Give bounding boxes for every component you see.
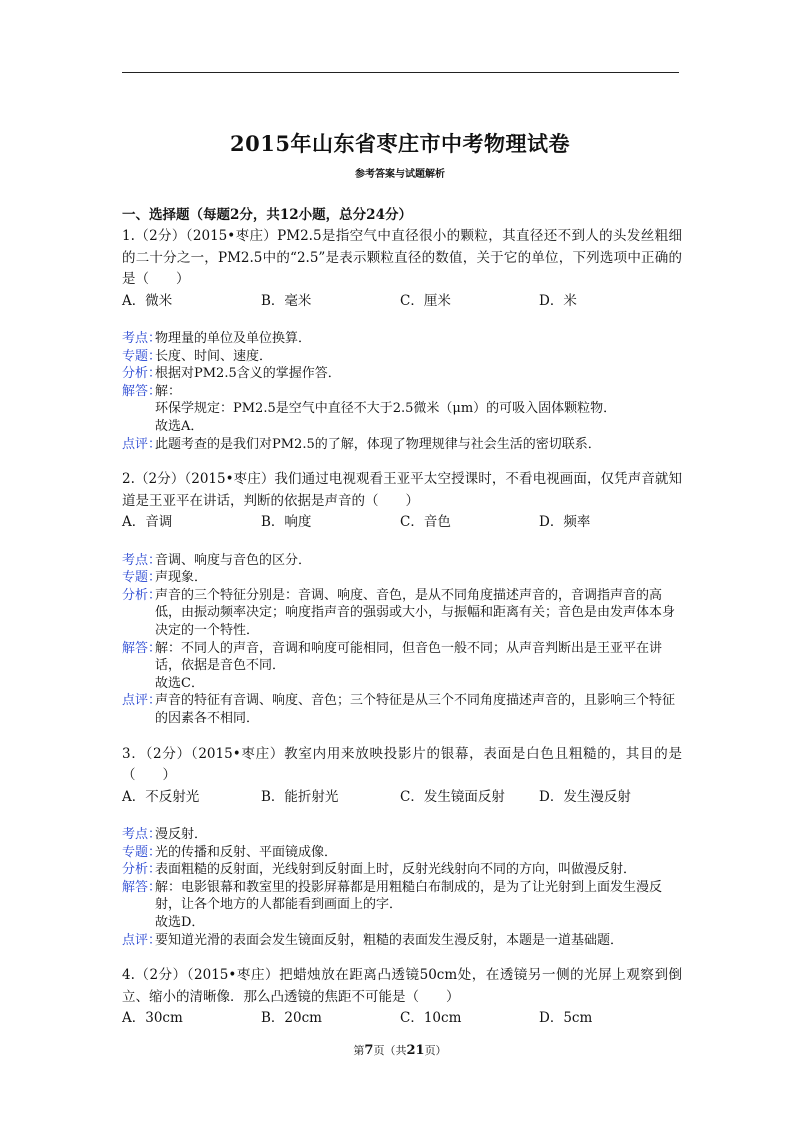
page-title: 2015年山东省枣庄市中考物理试卷 xyxy=(230,131,570,156)
question-1 xyxy=(122,226,682,453)
analysis-kaodian xyxy=(122,826,682,844)
option-a: A．30cm xyxy=(122,1010,183,1027)
analysis-dianping xyxy=(122,692,682,727)
dianping-text: 声音的特征有音调、响度、音色；三个特征是从三个不同角度描述声音的，且影响三个特征的因素各不相同． xyxy=(155,693,676,726)
header-rule xyxy=(122,72,679,73)
option-b: B．能折射光 xyxy=(261,788,339,805)
option-a: A．不反射光 xyxy=(122,788,200,805)
option-c: C．发生镜面反射 xyxy=(400,788,505,805)
question-stem: 1.（2分）（2015•枣庄）PM2.5是指空气中直径很小的颗粒，其直径还不到人的头发丝粗细的二十分之一，PM2.5中的“2.5”是表示颗粒直径的数值，关于它的单位，下列选项中正确的是（ ） xyxy=(122,228,682,287)
options-row xyxy=(122,291,682,313)
fenxi-label: 分析： xyxy=(122,862,162,878)
jieda-label: 解答： xyxy=(122,640,162,656)
fenxi-label: 分析： xyxy=(122,366,162,382)
analysis-zhuanti xyxy=(122,844,682,862)
analysis-block xyxy=(122,552,682,728)
question-2 xyxy=(122,469,682,727)
analysis-dianping xyxy=(122,436,682,454)
kaodian-label: 考点： xyxy=(122,827,162,843)
analysis-kaodian xyxy=(122,552,682,570)
analysis-dianping xyxy=(122,932,682,950)
footer-page-number: 7 xyxy=(364,1043,374,1058)
zhuanti-text: 长度、时间、速度． xyxy=(155,348,273,364)
jieda-label: 解答： xyxy=(122,879,162,895)
page-footer xyxy=(0,1042,800,1058)
kaodian-label: 考点： xyxy=(122,331,162,346)
option-b: B．20cm xyxy=(261,1010,322,1027)
footer-suffix: 页） xyxy=(424,1044,447,1057)
question-stem: 4.（2分）（2015•枣庄）把蜡烛放在距离凸透镜50cm处，在透镜另一侧的光屏上观察到倒立、缩小的清晰像．那么凸透镜的焦距不可能是（ ） xyxy=(122,967,682,1005)
analysis-kaodian xyxy=(122,330,682,348)
footer-mid: 页（共 xyxy=(373,1044,407,1057)
option-c: C．10cm xyxy=(400,1010,462,1027)
jieda-line: 解：电影银幕和教室里的投影屏幕都是用粗糙白布制成的，是为了让光射到上面发生漫反射，让各个地方的人都能看到画面上的字． xyxy=(155,879,663,913)
options-row xyxy=(122,787,682,809)
option-d: D．频率 xyxy=(539,514,591,531)
options-row xyxy=(122,1008,682,1030)
option-b: B．毫米 xyxy=(261,292,312,309)
kaodian-label: 考点： xyxy=(122,552,162,568)
jieda-label: 解答： xyxy=(122,383,162,399)
question-stem: 2.（2分）（2015•枣庄）我们通过电视观看王亚平太空授课时，不看电视画面，仅凭声音就知道是王亚平在讲话，判断的依据是声音的（ ） xyxy=(122,471,682,509)
dianping-text: 此题考查的是我们对PM2.5的了解，体现了物理规律与社会生活的密切联系． xyxy=(155,436,601,452)
kaodian-text: 漫反射． xyxy=(155,827,208,843)
zhuanti-label: 专题： xyxy=(122,844,162,860)
analysis-zhuanti xyxy=(122,569,682,587)
footer-total-pages: 21 xyxy=(406,1043,425,1058)
jieda-line: 环保学规定：PM2.5是空气中直径不大于2.5微米（μm）的可吸入固体颗粒物． xyxy=(155,401,617,417)
jieda-line: 故选D． xyxy=(155,915,205,931)
analysis-block xyxy=(122,826,682,949)
questions-area xyxy=(122,226,682,1046)
question-stem: 3．（2分）（2015•枣庄）教室内用来放映投影片的银幕，表面是白色且粗糙的，其目的是（ ） xyxy=(122,745,682,784)
zhuanti-text: 光的传播和反射、平面镜成像． xyxy=(155,844,338,860)
zhuanti-text: 声现象． xyxy=(155,570,208,586)
option-c: C．音色 xyxy=(400,514,451,531)
jieda-line: 故选A． xyxy=(155,418,204,434)
page-subtitle: 参考答案与试题解析 xyxy=(355,169,445,180)
jieda-line: 故选C． xyxy=(155,675,204,691)
analysis-fenxi xyxy=(122,861,682,879)
zhuanti-label: 专题： xyxy=(122,570,162,586)
zhuanti-label: 专题： xyxy=(122,348,162,364)
analysis-block xyxy=(122,330,682,453)
option-b: B．响度 xyxy=(261,514,312,531)
analysis-fenxi xyxy=(122,587,682,640)
option-a: A．音调 xyxy=(122,514,173,531)
kaodian-text: 音调、响度与音色的区分． xyxy=(155,552,312,568)
analysis-fenxi xyxy=(122,365,682,383)
question-3 xyxy=(122,744,682,950)
analysis-jieda xyxy=(122,383,682,436)
question-4 xyxy=(122,965,682,1030)
option-d: D．发生漫反射 xyxy=(539,788,631,805)
option-a: A．微米 xyxy=(122,292,173,309)
jieda-line: 解： xyxy=(155,383,182,399)
dianping-label: 点评： xyxy=(122,436,162,452)
fenxi-label: 分析： xyxy=(122,587,162,603)
dianping-label: 点评： xyxy=(122,693,162,709)
fenxi-text: 表面粗糙的反射面，光线射到反射面上时，反射光线射向不同的方向，叫做漫反射． xyxy=(155,862,637,878)
analysis-jieda xyxy=(122,640,682,693)
analysis-zhuanti xyxy=(122,348,682,366)
analysis-jieda xyxy=(122,879,682,932)
fenxi-text: 声音的三个特征分别是：音调、响度、音色，是从不同角度描述声音的，音调指声音的高低，由振动频率决定；响度指声音的强弱或大小，与振幅和距离有关；音色是由发声体本身决定的一个特性． xyxy=(155,587,676,639)
dianping-text: 要知道光滑的表面会发生镜面反射，粗糙的表面发生漫反射，本题是一道基础题． xyxy=(155,932,624,948)
option-d: D．5cm xyxy=(539,1010,593,1027)
section-heading: 一、选择题（每题2分，共12小题，总分24分） xyxy=(122,207,412,223)
dianping-label: 点评： xyxy=(122,932,162,948)
options-row xyxy=(122,512,682,534)
kaodian-text: 物理量的单位及单位换算． xyxy=(155,331,312,346)
option-c: C．厘米 xyxy=(400,292,451,309)
jieda-line: 解：不同人的声音，音调和响度可能相同，但音色一般不同；从声音判断出是王亚平在讲话，依据是音色不同． xyxy=(155,640,663,674)
option-d: D．米 xyxy=(539,292,577,309)
footer-prefix: 第 xyxy=(353,1044,365,1057)
fenxi-text: 根据对PM2.5含义的掌握作答． xyxy=(155,366,341,382)
